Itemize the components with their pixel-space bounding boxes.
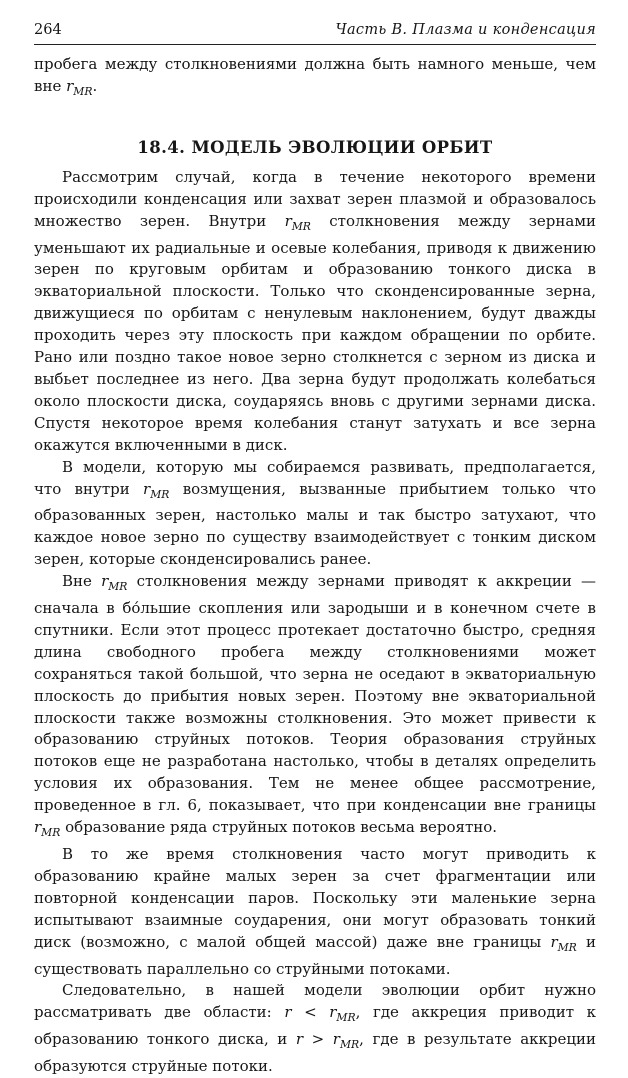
- r-mr-symbol: $r_{MR}$: [101, 572, 128, 594]
- r-mr-symbol: $r_{MR}$: [284, 211, 311, 233]
- section-body: [34, 167, 596, 1078]
- inequality-inner: $r < r_{MR}$: [284, 1003, 356, 1025]
- paragraph-3: Вне $r_{MR}$ столкновения между зернами приводят к аккреции — сначала в бо́льшие скопления или зародыши и в конечном счете в спутники. Если этот процесс протекает достаточно быстро, средняя длина свободного пробега между столкновениями может сохраняться такой большой, что зерна не оседают в экваториальную плоскость до прибытия новых зерен. Поэтому вне экваториальной плоскости также возможны столкновения. Это может привести к образованию струйных потоков. Теория образования струйных потоков еще не разработана настолько, чтобы в деталях определить условия их образования. Тем не менее общее рассмотрение, проведенное в гл. 6, показывает, что при конденсации вне границы $r_{MR}$ образование ряда струйных потоков весьма вероятно.: [34, 572, 596, 840]
- r-mr-symbol: $r_{MR}$: [550, 932, 577, 954]
- running-title: Часть В. Плазма и конденсация: [335, 22, 596, 38]
- book-page: [34, 22, 596, 1078]
- page-number: 264: [34, 22, 62, 38]
- r-mr-symbol: $r_{MR}$: [143, 479, 170, 501]
- carryover-paragraph: пробега между столкновениями должна быть намного меньше, чем вне $r_{MR}$.: [34, 55, 596, 98]
- paragraph-1: Рассмотрим случай, когда в течение некоторого времени происходили конденсация или захват зерен плазмой и образовалось множество зерен. Внутри $r_{MR}$ столкновения между зернами уменьшают их радиальные и осевые колебания, приводя к движению зерен по круговым орбитам и образованию тонкого диска в экваториальной плоскости. Только что сконденсированные зерна, движущиеся по орбитам с ненулевым наклонением, будут дважды проходить через эту плоскость при каждом обращении по орбите. Рано или поздно такое новое зерно столкнется с зерном из диска и выбьет последнее из него. Два зерна будут продолжать колебаться около плоскости диска, соударяясь вновь с другими зернами диска. Спустя некоторое время колебания станут затухать и все зерна окажутся включенными в диск.: [34, 167, 596, 454]
- running-header: [34, 22, 596, 45]
- r-mr-symbol: $r_{MR}$: [66, 76, 93, 98]
- paragraph-4: В то же время столкновения часто могут приводить к образованию крайне малых зерен за счет фрагментации или повторной конденсации паров. Поскольку эти маленькие зерна испытывают взаимные соударения, они могут образовать тонкий диск (возможно, с малой общей массой) даже вне границы $r_{MR}$ и существовать параллельно со струйными потоками.: [34, 845, 596, 978]
- paragraph-2: В модели, которую мы собираемся развивать, предполагается, что внутри $r_{MR}$ возмущения, вызванные прибытием только что образованных зерен, настолько малы и так быстро затухают, что каждое новое зерно по существу взаимодействует с тонким диском зерен, которые сконденсировались ранее.: [34, 457, 596, 569]
- paragraph-5: Следовательно, в нашей модели эволюции орбит нужно рассматривать две области: $r < r_{MR}$, где аккреция приводит к образованию тонкого диска, и $r > r_{MR}$, где в результате аккреции образуются струйные потоки.: [34, 981, 597, 1076]
- carryover-text: пробега между столкновениями должна быть намного меньше, чем вне: [34, 55, 596, 95]
- section-title: 18.4. МОДЕЛЬ ЭВОЛЮЦИИ ОРБИТ: [137, 137, 493, 157]
- r-mr-symbol: $r_{MR}$: [34, 818, 61, 840]
- inequality-outer: $r > r_{MR}$: [295, 1030, 360, 1052]
